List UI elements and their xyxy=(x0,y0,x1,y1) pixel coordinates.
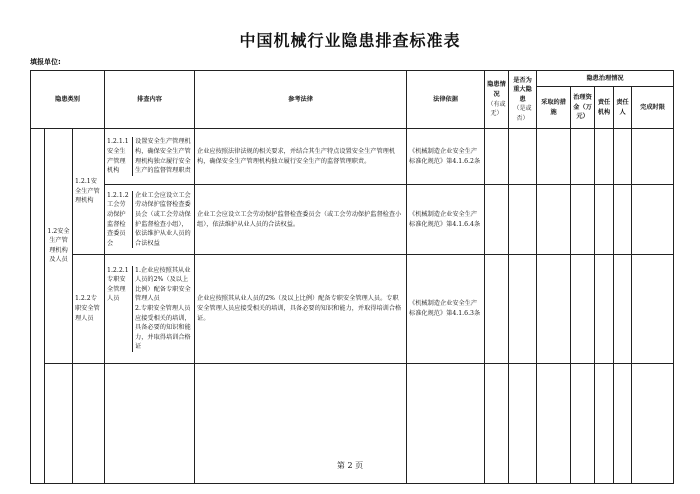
header-governance: 隐患治理情况 xyxy=(537,71,674,87)
page-title: 中国机械行业隐患排查标准表 xyxy=(239,31,461,50)
content-text: 1.企业应按照其从业人员的2%（及以上比例）配备专职安全管理人员 2.专职安全管理人员应接受相关的培训，具备必要的知识和能力，并取得培训合格证 xyxy=(135,266,191,351)
person-cell[interactable] xyxy=(614,129,632,185)
measures-cell[interactable] xyxy=(537,255,571,364)
header-basis: 法律依据 xyxy=(407,71,485,129)
table-row xyxy=(31,129,674,185)
org-cell[interactable] xyxy=(595,129,614,185)
reporting-unit-label: 填报单位: xyxy=(30,58,61,66)
row-content xyxy=(105,255,195,364)
major-cell[interactable] xyxy=(509,185,537,255)
header-deadline: 完成时限 xyxy=(632,87,674,129)
person-cell[interactable] xyxy=(614,255,632,364)
category-l3: 1.2.2.1专职安全管理人员 xyxy=(107,266,133,352)
header-content: 排查内容 xyxy=(105,71,195,129)
margin-cell xyxy=(31,129,45,484)
header-category: 隐患类别 xyxy=(31,71,105,129)
deadline-cell[interactable] xyxy=(632,255,674,364)
category-l1: 1.2安全生产管理机构及人员 xyxy=(45,129,73,364)
funds-cell[interactable] xyxy=(571,185,595,255)
org-cell[interactable] xyxy=(595,255,614,364)
row-content xyxy=(105,129,195,185)
content-text: 设置安全生产管理机构，确保安全生产管理机构独立履行安全生产的监督管理职责 xyxy=(135,138,191,175)
category-l3: 1.2.1.2工会劳动保护监督检查委员会 xyxy=(107,191,133,249)
table-row xyxy=(31,185,674,255)
header-funds: 治理资金（万元） xyxy=(571,87,595,129)
law-text: 企业应按照法律法规的相关要求，并结合其生产特点设置安全生产管理机构，确保安全生产管理机构独立履行安全生产的监督管理职责。 xyxy=(195,129,407,185)
category-l2: 1.2.1安全生产管理机构 xyxy=(73,129,105,255)
header-law: 参考法律 xyxy=(195,71,407,129)
status-cell[interactable] xyxy=(485,255,509,364)
header-person: 责任人 xyxy=(614,87,632,129)
law-text: 企业工会应设立工会劳动保护监督检查委员会（或工会劳动保护监督检查小组），依法维护从业人员的合法权益。 xyxy=(195,185,407,255)
measures-cell[interactable] xyxy=(537,185,571,255)
header-status-label: 隐患情况 xyxy=(487,81,506,98)
person-cell[interactable] xyxy=(614,185,632,255)
org-cell[interactable] xyxy=(595,185,614,255)
funds-cell[interactable] xyxy=(571,129,595,185)
table-row xyxy=(31,255,674,364)
basis-text: 《机械制造企业安全生产标准化规范》第4.1.6.4条 xyxy=(407,185,485,255)
row-content xyxy=(105,185,195,255)
measures-cell[interactable] xyxy=(537,129,571,185)
deadline-cell[interactable] xyxy=(632,185,674,255)
header-org: 责任机构 xyxy=(595,87,614,129)
hazard-standard-table xyxy=(30,70,674,484)
basis-text: 《机械制造企业安全生产标准化规范》第4.1.6.2条 xyxy=(407,129,485,185)
basis-text: 《机械制造企业安全生产标准化规范》第4.1.6.3条 xyxy=(407,255,485,364)
header-major-label: 是否为重大隐患 xyxy=(513,76,532,103)
content-text: 企业工会应设立工会劳动保护监督检查委员会（或工会劳动保护监督检查小组），依法维护从业人员的合法权益 xyxy=(135,191,191,247)
major-cell[interactable] xyxy=(509,129,537,185)
status-cell[interactable] xyxy=(485,129,509,185)
status-cell[interactable] xyxy=(485,185,509,255)
header-major xyxy=(509,71,537,129)
funds-cell[interactable] xyxy=(571,255,595,364)
header-measures: 采取的措施 xyxy=(537,87,571,129)
page-number: 第 2 页 xyxy=(336,461,364,470)
deadline-cell[interactable] xyxy=(632,129,674,185)
header-status xyxy=(485,71,509,129)
header-row-1 xyxy=(31,71,674,87)
law-text: 企业应按照其从业人员的2%（及以上比例）配备专职安全管理人员。专职安全管理人员应接受相关的培训，具备必要的知识和能力，并取得培训合格证。 xyxy=(195,255,407,364)
header-major-note: （是或否） xyxy=(513,105,532,122)
major-cell[interactable] xyxy=(509,255,537,364)
header-status-note: （有或无） xyxy=(487,100,506,118)
category-l2: 1.2.2专职安全管理人员 xyxy=(73,255,105,364)
category-l3: 1.2.1.1安全生产管理机构 xyxy=(107,137,133,175)
